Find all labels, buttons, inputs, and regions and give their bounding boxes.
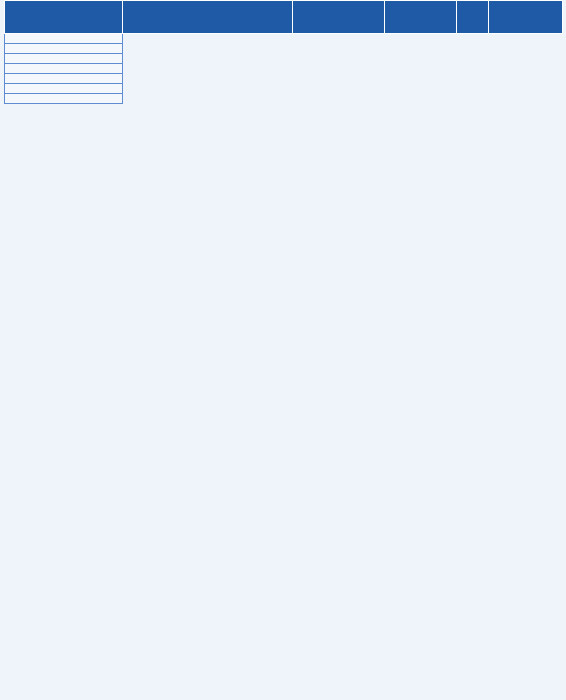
admission-table <box>4 0 563 104</box>
college-cell <box>5 94 123 104</box>
college-cell <box>5 84 123 94</box>
header-phone <box>385 1 457 34</box>
header-college <box>5 1 123 34</box>
header-row <box>5 1 563 34</box>
college-cell <box>5 54 123 64</box>
header-fee <box>489 1 563 34</box>
header-teacher <box>293 1 385 34</box>
table-body <box>5 34 563 104</box>
college-cell <box>5 34 123 44</box>
header-major <box>123 1 293 34</box>
college-cell <box>5 64 123 74</box>
table-row <box>5 94 563 104</box>
college-cell <box>5 74 123 84</box>
header-duration <box>457 1 489 34</box>
admission-table-sheet <box>4 0 562 104</box>
college-cell <box>5 44 123 54</box>
